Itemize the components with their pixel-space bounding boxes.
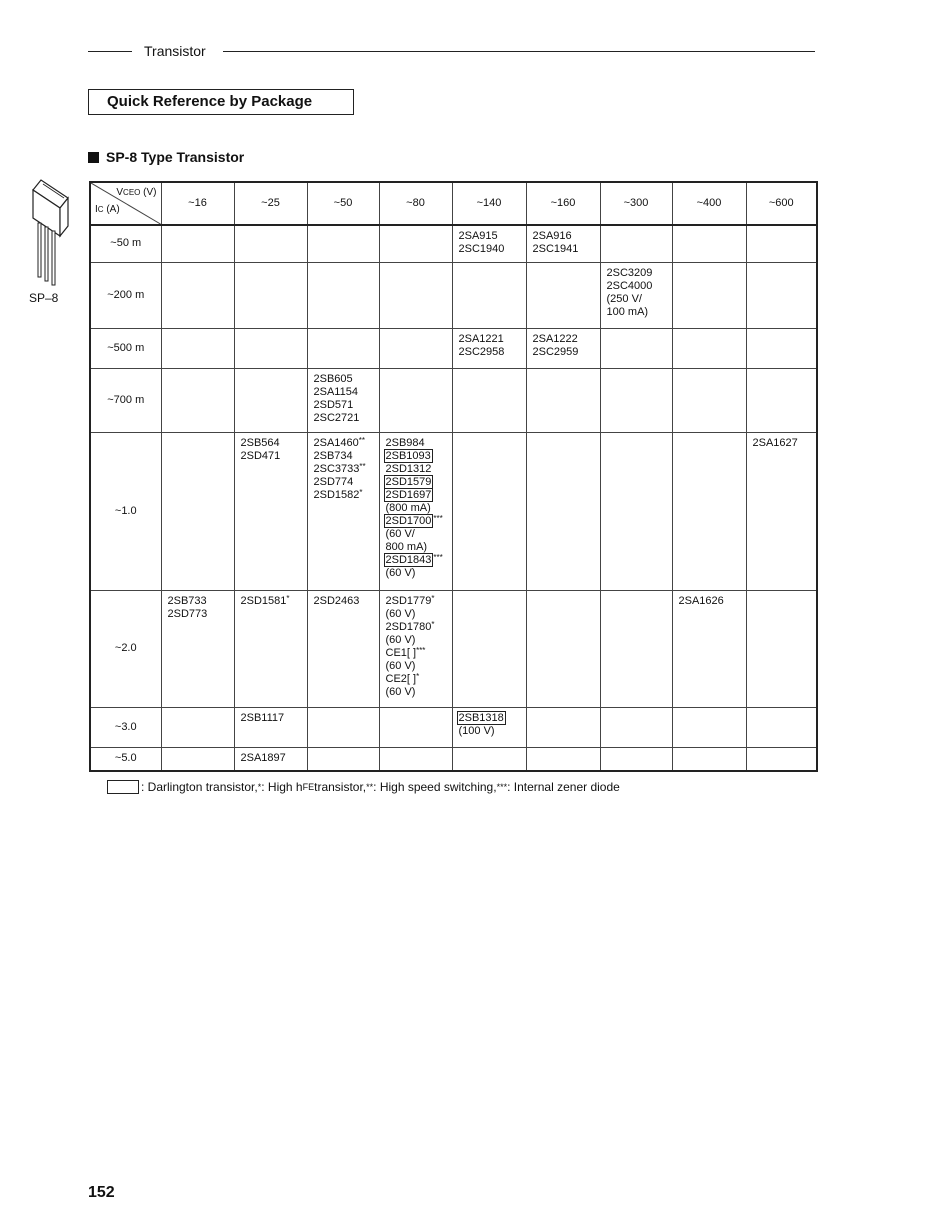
table-cell: [672, 747, 746, 771]
table-cell: [234, 262, 307, 328]
row-header: ~200 m: [90, 262, 161, 328]
legend-star-1: *: [257, 782, 262, 792]
table-cell: [307, 368, 379, 432]
part-text: 100 mA): [606, 305, 649, 318]
table-cell: [379, 590, 452, 707]
table-corner-cell: [90, 182, 161, 225]
table-header-row: [90, 182, 817, 225]
part-number: [386, 450, 446, 463]
table-cell: [161, 707, 234, 747]
legend: [107, 780, 620, 794]
sp8-package-icon: [28, 176, 72, 288]
part-number: [314, 476, 373, 489]
part-text: 800 mA): [385, 540, 428, 553]
table-cell: [672, 368, 746, 432]
part-text: 2SB1318: [458, 711, 504, 724]
page-number: 152: [88, 1184, 115, 1201]
column-header: ~25: [234, 182, 307, 225]
part-text: 2SC1941: [532, 243, 579, 255]
part-text: 2SA1221: [458, 332, 504, 345]
table-cell: [672, 262, 746, 328]
table-cell: [452, 432, 526, 590]
ic-axis-label: IC (A): [95, 204, 120, 215]
table-cell: [307, 225, 379, 262]
part-number: [168, 608, 228, 621]
part-number: [459, 333, 520, 346]
part-number: [607, 306, 666, 319]
part-text: 2SA1154: [313, 385, 358, 398]
part-text: (250 V/: [606, 292, 642, 305]
part-text: 2SC2721: [313, 411, 360, 424]
part-text: 2SC4000: [606, 279, 653, 292]
part-text: 2SD1780: [385, 620, 432, 633]
part-text: (60 V): [385, 659, 416, 672]
column-header: ~50: [307, 182, 379, 225]
part-number: [607, 267, 666, 280]
table-cell: [379, 328, 452, 368]
part-number: [314, 399, 373, 412]
part-number: [533, 230, 594, 243]
part-text: 2SD1779: [385, 594, 432, 607]
part-text: 2SD1843: [385, 553, 432, 566]
table-cell: [161, 590, 234, 707]
table-cell: [452, 328, 526, 368]
part-text: 2SA915: [458, 230, 498, 242]
part-number: [386, 647, 446, 660]
part-number: [241, 712, 301, 725]
part-number: [314, 386, 373, 399]
part-number: [533, 243, 594, 256]
part-text: 2SD1700: [385, 514, 432, 527]
table-cell: [746, 262, 817, 328]
reference-table: [89, 181, 818, 772]
table-row: [90, 262, 817, 328]
part-text: (800 mA): [385, 501, 431, 514]
part-text: 2SC1940: [458, 243, 505, 255]
part-text: 2SB734: [313, 449, 353, 462]
part-number: [607, 293, 666, 306]
part-number: [386, 476, 446, 489]
part-text: 2SD1582: [313, 488, 360, 501]
part-marker: *: [431, 593, 435, 603]
table-cell: [600, 747, 672, 771]
part-marker: *: [359, 487, 363, 497]
part-number: [386, 686, 446, 699]
table-cell: [526, 262, 600, 328]
part-marker: *: [431, 619, 435, 629]
table-cell: [452, 225, 526, 262]
table-row: [90, 747, 817, 771]
table-cell: [746, 747, 817, 771]
part-number: [314, 595, 373, 608]
part-number: [168, 595, 228, 608]
table-cell: [746, 368, 817, 432]
table-cell: [672, 590, 746, 707]
part-number: [607, 280, 666, 293]
part-text: 2SB1117: [240, 711, 285, 724]
table-row: [90, 225, 817, 262]
table-cell: [746, 590, 817, 707]
table-cell: [600, 225, 672, 262]
part-text: 2SA916: [532, 230, 572, 242]
part-marker: ***: [416, 645, 426, 655]
table-cell: [307, 747, 379, 771]
part-number: [533, 333, 594, 346]
row-header: ~700 m: [90, 368, 161, 432]
part-text: (60 V): [385, 633, 416, 646]
section-title: Quick Reference by Package: [88, 89, 354, 115]
part-text: 2SD1312: [385, 462, 432, 475]
column-header: ~300: [600, 182, 672, 225]
table-cell: [379, 368, 452, 432]
part-number: [386, 673, 446, 686]
legend-high-hfe-a: : High h: [261, 780, 303, 794]
table-cell: [307, 262, 379, 328]
subsection-heading: [88, 149, 244, 165]
table-cell: [526, 432, 600, 590]
part-text: 2SD1581: [240, 594, 287, 607]
part-number: [241, 595, 301, 608]
table-cell: [452, 747, 526, 771]
part-number: [386, 608, 446, 621]
table-body: [90, 225, 817, 771]
table-cell: [526, 328, 600, 368]
table-cell: [672, 328, 746, 368]
table-cell: [307, 707, 379, 747]
table-cell: [379, 225, 452, 262]
table-cell: [452, 707, 526, 747]
vceo-axis-label: VCEO (V): [116, 187, 157, 198]
table-row: [90, 328, 817, 368]
part-number: [314, 437, 373, 450]
part-number: [459, 243, 520, 256]
table-cell: [526, 707, 600, 747]
table-cell: [234, 225, 307, 262]
legend-high-speed: : High speed switching,: [373, 780, 497, 794]
table-cell: [234, 432, 307, 590]
part-text: 2SA1460: [313, 436, 359, 449]
part-text: 2SD2463: [313, 594, 360, 607]
header-rule-right: [223, 51, 815, 52]
table-cell: [746, 432, 817, 590]
part-text: 2SB984: [385, 436, 425, 449]
table-cell: [672, 432, 746, 590]
part-number: [459, 230, 520, 243]
part-number: [679, 595, 740, 608]
part-marker: ***: [433, 552, 443, 562]
column-header: ~80: [379, 182, 452, 225]
part-number: [459, 725, 520, 738]
part-number: [241, 752, 301, 765]
table-cell: [452, 368, 526, 432]
table-cell: [234, 747, 307, 771]
part-number: [533, 346, 594, 359]
row-header: ~500 m: [90, 328, 161, 368]
table-cell: [307, 432, 379, 590]
table-cell: [161, 225, 234, 262]
part-text: 2SB733: [167, 594, 207, 607]
part-text: (60 V): [385, 607, 416, 620]
legend-high-hfe-sub: FE: [302, 782, 315, 792]
table-cell: [526, 225, 600, 262]
table-cell: [307, 328, 379, 368]
table-cell: [379, 432, 452, 590]
part-text: (60 V/: [385, 527, 415, 540]
part-text: 2SD1579: [385, 475, 432, 488]
part-number: [386, 567, 446, 580]
part-text: 2SA1897: [240, 751, 286, 764]
part-number: [459, 346, 520, 359]
row-header: ~50 m: [90, 225, 161, 262]
part-text: 2SD571: [313, 398, 354, 411]
part-number: [386, 515, 446, 528]
table-row: [90, 432, 817, 590]
table-cell: [600, 432, 672, 590]
legend-high-hfe-b: transistor,: [314, 780, 367, 794]
table-cell: [526, 590, 600, 707]
part-number: [314, 489, 373, 502]
part-number: [314, 463, 373, 476]
part-text: CE1[ ]: [385, 646, 417, 659]
part-text: 2SD774: [313, 475, 354, 488]
legend-zener: : Internal zener diode: [507, 780, 620, 794]
row-header: ~5.0: [90, 747, 161, 771]
row-header: ~1.0: [90, 432, 161, 590]
table-cell: [452, 262, 526, 328]
column-header: ~160: [526, 182, 600, 225]
part-text: 2SA1626: [678, 594, 724, 607]
part-marker: **: [359, 461, 366, 471]
part-number: [386, 554, 446, 567]
table-cell: [600, 262, 672, 328]
column-header: ~16: [161, 182, 234, 225]
square-bullet-icon: [88, 152, 99, 163]
part-text: 2SD773: [167, 607, 208, 620]
part-number: [386, 621, 446, 634]
header-rule-left: [88, 51, 132, 52]
part-text: 2SD471: [240, 449, 281, 462]
table-cell: [161, 368, 234, 432]
part-number: [386, 528, 446, 541]
part-text: 2SC2959: [532, 345, 579, 358]
table-cell: [161, 262, 234, 328]
column-header: ~600: [746, 182, 817, 225]
part-number: [314, 412, 373, 425]
part-text: CE2[ ]: [385, 672, 417, 685]
table-cell: [600, 590, 672, 707]
part-text: 2SC2958: [458, 345, 505, 358]
table-cell: [746, 328, 817, 368]
table-cell: [161, 747, 234, 771]
part-text: 2SA1627: [752, 436, 798, 449]
table-cell: [746, 707, 817, 747]
table-cell: [672, 225, 746, 262]
part-number: [386, 489, 446, 502]
part-marker: *: [286, 593, 290, 603]
part-marker: **: [358, 435, 365, 445]
part-number: [241, 450, 301, 463]
subsection-title: SP-8 Type Transistor: [106, 149, 245, 165]
darlington-box-icon: [107, 780, 139, 794]
table-cell: [672, 707, 746, 747]
table-cell: [746, 225, 817, 262]
legend-star-2: **: [366, 782, 374, 792]
part-marker: *: [416, 671, 420, 681]
table-cell: [526, 368, 600, 432]
table-cell: [161, 432, 234, 590]
part-number: [386, 595, 446, 608]
column-header: ~140: [452, 182, 526, 225]
table-cell: [234, 590, 307, 707]
part-text: 2SB605: [313, 372, 353, 385]
row-header: ~3.0: [90, 707, 161, 747]
table-cell: [379, 747, 452, 771]
table-row: [90, 368, 817, 432]
part-text: 2SC3733: [313, 462, 360, 475]
table-cell: [452, 590, 526, 707]
table-cell: [234, 707, 307, 747]
part-text: 2SD1697: [385, 488, 432, 501]
table-cell: [379, 707, 452, 747]
table-cell: [600, 368, 672, 432]
table-cell: [161, 328, 234, 368]
part-number: [241, 437, 301, 450]
part-marker: ***: [433, 513, 443, 523]
part-number: [753, 437, 811, 450]
part-text: 2SB564: [240, 436, 280, 449]
part-number: [386, 463, 446, 476]
table-cell: [307, 590, 379, 707]
legend-star-3: ***: [496, 782, 508, 792]
part-number: [459, 712, 520, 725]
part-number: [386, 437, 446, 450]
table-cell: [234, 328, 307, 368]
table-cell: [600, 707, 672, 747]
package-label: SP–8: [29, 291, 59, 305]
table-row: [90, 590, 817, 707]
table-cell: [600, 328, 672, 368]
part-text: (100 V): [458, 724, 495, 737]
row-header: ~2.0: [90, 590, 161, 707]
part-text: (60 V): [385, 566, 416, 579]
part-text: (60 V): [385, 685, 416, 698]
table-cell: [526, 747, 600, 771]
table-row: [90, 707, 817, 747]
table-cell: [234, 368, 307, 432]
table-cell: [379, 262, 452, 328]
part-text: 2SB1093: [385, 449, 431, 462]
part-text: 2SC3209: [606, 266, 653, 279]
column-header: ~400: [672, 182, 746, 225]
part-text: 2SA1222: [532, 332, 578, 345]
part-number: [314, 373, 373, 386]
header-title: Transistor: [144, 43, 206, 59]
legend-darlington: : Darlington transistor,: [141, 780, 258, 794]
